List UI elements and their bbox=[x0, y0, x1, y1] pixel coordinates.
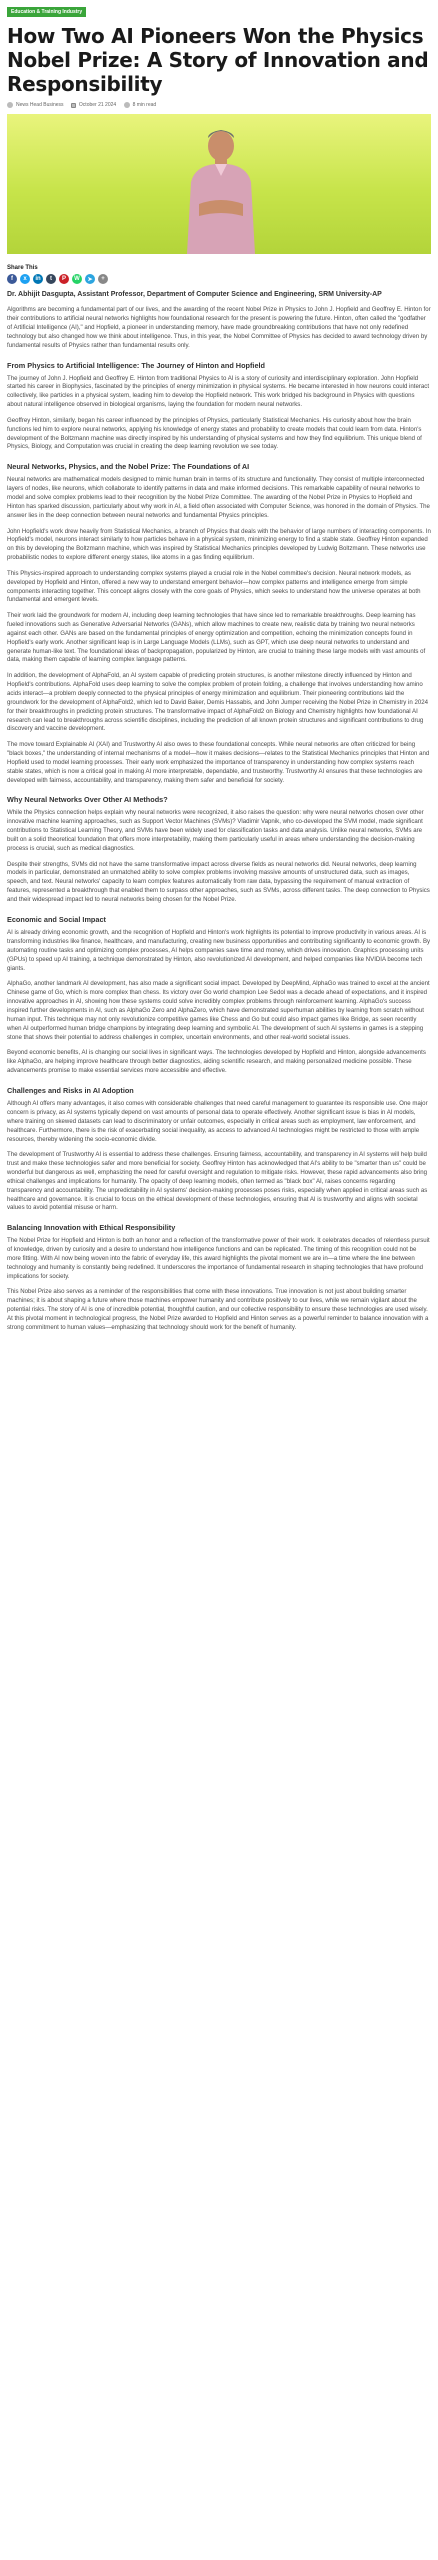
paragraph: The journey of John J. Hopfield and Geoffrey E. Hinton from traditional Physics to AI is a story of curiosity and interdisciplinary exploration. John Hopfield started his career in Biophysics, fascinated by the principles of energy minimization in physical systems. He became interested in how neurons could interact collectively, like particles in a physical system, leading him to develop the Hopfield network. This work bridged his background in Physics with questions about natural intelligence observed in biological organisms, laying the foundation for modern neural networks. bbox=[7, 374, 430, 409]
share-icon[interactable]: + bbox=[98, 274, 108, 284]
paragraph: This Physics-inspired approach to understanding complex systems played a crucial role in the Nobel committee's decision. Neural network models, as developed by Hopfield and Hinton, offered a new way to understand emergent behavior—how complex patterns and intelligence emerge from simple components interacting together. This concept aligns closely with the core goals of Physics, which seeks to understand how the universe operates at both fundamental and emergent levels. bbox=[7, 569, 421, 604]
share-icons bbox=[7, 274, 431, 284]
paragraph: The move toward Explainable AI (XAI) and Trustworthy AI also owes to these foundational concepts. While neural networks are often criticized for being "black boxes," the understanding of internal mechanisms of a model—how it makes decisions—relates to the Statistical Mechanics principles that Hinton and Hopfield used to model learning processes. Their early work emphasized the importance of transparency in understanding how complex systems reach stable states, which is now a critical goal in making AI more interpretable, dependable, and trustworthy. Trustworthy AI ensures that these technologies are developed with fairness, accountability, and transparency, making them safer and beneficial for society. bbox=[7, 740, 430, 784]
facebook-icon[interactable]: f bbox=[7, 274, 17, 284]
section-heading: Why Neural Networks Over Other AI Methods? bbox=[7, 795, 168, 805]
section-heading: Balancing Innovation with Ethical Responsibility bbox=[7, 1223, 176, 1233]
paragraph: Their work laid the groundwork for modern AI, including deep learning technologies that have since led to remarkable breakthroughs. Deep learning has fueled innovations such as Generative Adversarial Networks (GANs), which allow machines to create new, realistic data by training two neural networks against each other. GANs are based on the fundamental principles of energy optimization and competition, echoing the minimization concepts found in Hopfield's early work. Another significant leap is in Large Language Models (LLMs), such as GPT, which use deep neural networks to understand and generate human-like text. The foundational ideas of backpropagation, popularized by Hinton, are crucial to training these large models with vast amounts of data, making them capable of learning complex language patterns. bbox=[7, 611, 426, 664]
article-body bbox=[7, 306, 431, 1333]
x-icon[interactable]: x bbox=[20, 274, 30, 284]
share-label: Share This bbox=[7, 265, 38, 271]
paragraph: Despite their strengths, SVMs did not have the same transformative impact across diverse fields as neural networks did. Neural networks, deep learning models in particular, demonstrated an unmatched ability to solve complex problems involving massive amounts of unstructured data, such as images, speech, and text. Neural networks' capacity to learn complex features automatically from raw data, bypassing the requirement of manual extraction of features, represented a breakthrough that enabled them to surpass other approaches, such as SVMs, across different tasks. The deep connection to Physics and their widespread impact led to neural networks being chosen for the Nobel Prize. bbox=[7, 860, 430, 904]
article-meta bbox=[7, 102, 431, 108]
paragraph: Algorithms are becoming a fundamental part of our lives, and the awarding of the recent Nobel Prize in Physics to John J. Hopfield and Geoffrey E. Hinton for their contributions to artificial neural networks highlights how foundational research for the present is powering the future. Hinton, often called the "godfather of Artificial Intelligence (AI)," and Hopfield, a pioneer in understanding memory, have made groundbreaking contributions that have not only redefined technology but also changed how we think about intelligence. Thus, in this year, the Nobel Committee of Physics has decided to award technology driven by fundamental results of Physics rather than fundamental results only. bbox=[7, 306, 431, 349]
paragraph: AlphaGo, another landmark AI development, has also made a significant social impact. Developed by DeepMind, AlphaGo was trained to excel at the ancient Chinese game of Go, which is more complex than chess. Its victory over Go world champion Lee Sedol was a decade ahead of expectations, and it inspired innovative approaches in AI, showing how these systems could solve incredibly complex problems through reinforcement learning. AlphaGo's success inspired further developments in AI, such as AlphaGo Zero and AlphaZero, which have demonstrated superhuman abilities by learning from scratch without human input. This technique may not only revolutionize competitive games like Chess and Go but could also impact games like Bridge, as seen recently when AI outperformed human bridge champions by integrating deep learning and symbolic AI. The development of such AI systems in games is a stepping stone that shows their potential to address challenges in complex, uncertain environments, and other real-world societal issues. bbox=[7, 980, 430, 1041]
paragraph: While the Physics connection helps explain why neural networks were recognized, it also raises the question: why were neural networks chosen over other innovative machine learning approaches, such as Support Vector Machines (SVMs)? Vladimir Vapnik, who co-developed the SVM model, made significant contributions to Statistical Learning Theory, and SVMs have been widely used for classification tasks and data analysis. Unlike neural networks, SVMs are built on a solid theoretical foundation that offers more interpretability, making them particularly useful in areas where understanding the decision-making process is crucial, such as medical diagnostics. bbox=[7, 809, 424, 853]
paragraph: John Hopfield's work drew heavily from Statistical Mechanics, a branch of Physics that deals with the behavior of large numbers of interacting components. In Hopfield's model, neurons interact similarly to how particles behave in a physical system, minimizing energy to find a stable state. Geoffrey Hinton expanded on this by developing the Boltzmann machine, which was inspired by Statistical Mechanics principles developed by Ludwig Boltzmann. These networks use probabilistic nodes to explore different energy states, like atoms in a gas finding equilibrium. bbox=[7, 527, 431, 562]
telegram-icon[interactable]: ➤ bbox=[85, 274, 95, 284]
pinterest-icon[interactable]: P bbox=[59, 274, 69, 284]
calendar-icon bbox=[71, 103, 76, 108]
section-heading: Economic and Social Impact bbox=[7, 915, 106, 925]
paragraph: Beyond economic benefits, AI is changing our social lives in significant ways. The technologies developed by Hopfield and Hinton, alongside advancements like AlphaGo, are helping improve healthcare through better diagnostics, aiding scientific research, and making personalized medicine possible. These advancements promise to make essential services more accessible and effective. bbox=[7, 1049, 426, 1074]
whatsapp-icon[interactable]: W bbox=[72, 274, 82, 284]
author-avatar bbox=[7, 102, 13, 108]
category-badge[interactable]: Education & Training Industry bbox=[7, 7, 86, 17]
paragraph: Neural networks are mathematical models designed to mimic human brain in terms of its structure and functionality. They consist of multiple interconnected layers of nodes, like neurons, which collaborate to identify patterns in data and make informed decisions. This remarkable capability of neural networks to model and solve complex problems lead to their recognition by the Nobel Prize Committee. The awarding of the Nobel Prize in Physics to Hopfield and Hinton has sparked discussion, particularly about why work in AI, a field often associated with Computer Science, was honored in the domain of Physics. The answer lies in the deep connection between neural networks and fundamental Physics principles. bbox=[7, 476, 430, 519]
paragraph: Geoffrey Hinton, similarly, began his career influenced by the principles of Physics, particularly Statistical Mechanics. His curiosity about how the brain functions led him to explore neural networks, applying his knowledge of energy states and probability to create models that could learn from data. Hinton's development of the Boltzmann machine was directly inspired by his understanding of physical systems and how they find equilibrium. This unique blend of Physics, Biology, and Computation was crucial in creating the deep learning revolution we see today. bbox=[7, 416, 422, 451]
paragraph: AI is already driving economic growth, and the recognition of Hopfield and Hinton's work highlights its potential to improve productivity in various areas. AI is transforming industries like finance, healthcare, and manufacturing, creating new business opportunities and contributing significantly to economic growth. By automating routine tasks and optimizing complex processes, AI helps companies save time and money, which drives innovation. Graphics processing units (GPUs) to speed up AI training, a technique demonstrated by Hinton, also revolutionized AI development, and helped companies like NVIDIA become tech giants. bbox=[7, 929, 431, 972]
section-heading: Neural Networks, Physics, and the Nobel Prize: The Foundations of AI bbox=[7, 462, 250, 472]
clock-icon bbox=[124, 102, 130, 108]
read-time: 8 min read bbox=[132, 102, 157, 108]
article-byline: Dr. Abhijit Dasgupta, Assistant Professor, Department of Computer Science and Engineering, SRM University-AP bbox=[7, 291, 382, 298]
author-name[interactable]: News Head Business bbox=[16, 102, 64, 108]
paragraph: This Nobel Prize also serves as a reminder of the responsibilities that come with these innovations. True innovation is not just about building smarter machines; it is about shaping a future where those machines empower humanity and contribute positively to our lives, while we remain vigilant about the potential risks. The story of AI is one of incredible potential, thoughtful caution, and our collective responsibility to ensure these technologies are used wisely. At this pivotal moment in technological progress, the Nobel Prize awarded to Hopfield and Hinton serves as a powerful reminder to balance innovation with a strong commitment to human values—emphasizing that technology should work for the benefit of humanity. bbox=[7, 1288, 429, 1332]
section-heading: Challenges and Risks in AI Adoption bbox=[7, 1085, 134, 1095]
hero-image bbox=[7, 114, 431, 254]
linkedin-icon[interactable]: in bbox=[33, 274, 43, 284]
paragraph: The Nobel Prize for Hopfield and Hinton is both an honor and a reflection of the transformative power of their work. It celebrates decades of relentless pursuit of knowledge, driven by curiosity and a desire to understand how intelligence functions and can be replicated. The timing of this recognition could not be more fitting. With AI now being woven into the fabric of everyday life, this award highlights the pivotal moment we are in—a time where the line between technology and humanity is constantly being redefined. It underscores the importance of fundamental research in shaping technologies that have profound implications for society. bbox=[7, 1237, 430, 1280]
paragraph: The development of Trustworthy AI is essential to address these challenges. Ensuring fairness, accountability, and transparency in AI systems will help build trust and make these technologies safer and more beneficial for society. Geoffrey Hinton has acknowledged that AI's ability to be "smarter than us" could be wonderful but dangerous as well, emphasizing the need for careful oversight and regulation to mitigate risks. However, these rapid advancements also bring ethical challenges and implications for humanity. The opacity of deep learning models, often termed as "black box" AI, raises concerns regarding transparency and accountability. The unpredictability in AI systems' decision-making processes poses risks, especially when applied in critical areas such as healthcare and governance. It is crucial to focus on the ethical development of these technologies, ensuring that AI is trustworthy and aligns with societal values to avoid potential misuse or harm. bbox=[7, 1151, 428, 1212]
publish-date: October 21 2024 bbox=[78, 102, 117, 108]
section-heading: From Physics to Artificial Intelligence: The Journey of Hinton and Hopfield bbox=[7, 360, 265, 370]
tumblr-icon[interactable]: t bbox=[46, 274, 56, 284]
portrait-illustration bbox=[179, 124, 263, 254]
article-title: How Two AI Pioneers Won the Physics Nobel Prize: A Story of Innovation and Responsibility bbox=[7, 24, 429, 96]
paragraph: In addition, the development of AlphaFold, an AI system capable of predicting protein structures, is another milestone directly influenced by Hinton and Hopfield's contributions. AlphaFold uses deep learning to solve the complex problem of protein folding, a challenge that involves understanding how amino acids interact—a problem deeply connected to the physical principles of energy minimization and equilibrium. Their pioneering contributions laid the groundwork for the development of AlphaFold2, which led to David Baker, Demis Hassabis, and John Jumper receiving the Nobel Prize in Chemistry in 2024 for their breakthroughs in predicting protein structures. The transformative impact of AlphaFold2 on Biology and Chemistry highlights how foundational AI research can lead to breakthroughs across scientific disciplines, including the prediction of all known protein structures and significant contributions to drug discovery and vaccine development. bbox=[7, 671, 429, 733]
paragraph: Although AI offers many advantages, it also comes with considerable challenges that need careful management to guarantee its responsible use. One major concern is privacy, as AI systems typically depend on vast amounts of personal data to operate effectively. Another significant issue is bias in AI models, where training on skewed datasets can lead to discriminatory or unfair outcomes, especially in critical areas such as employment, law enforcement, and healthcare. Furthermore, there is the risk of exacerbating social inequality, as access to advanced AI technologies might be restricted to those with ample resources, thereby widening the socio-economic divide. bbox=[7, 1099, 428, 1143]
